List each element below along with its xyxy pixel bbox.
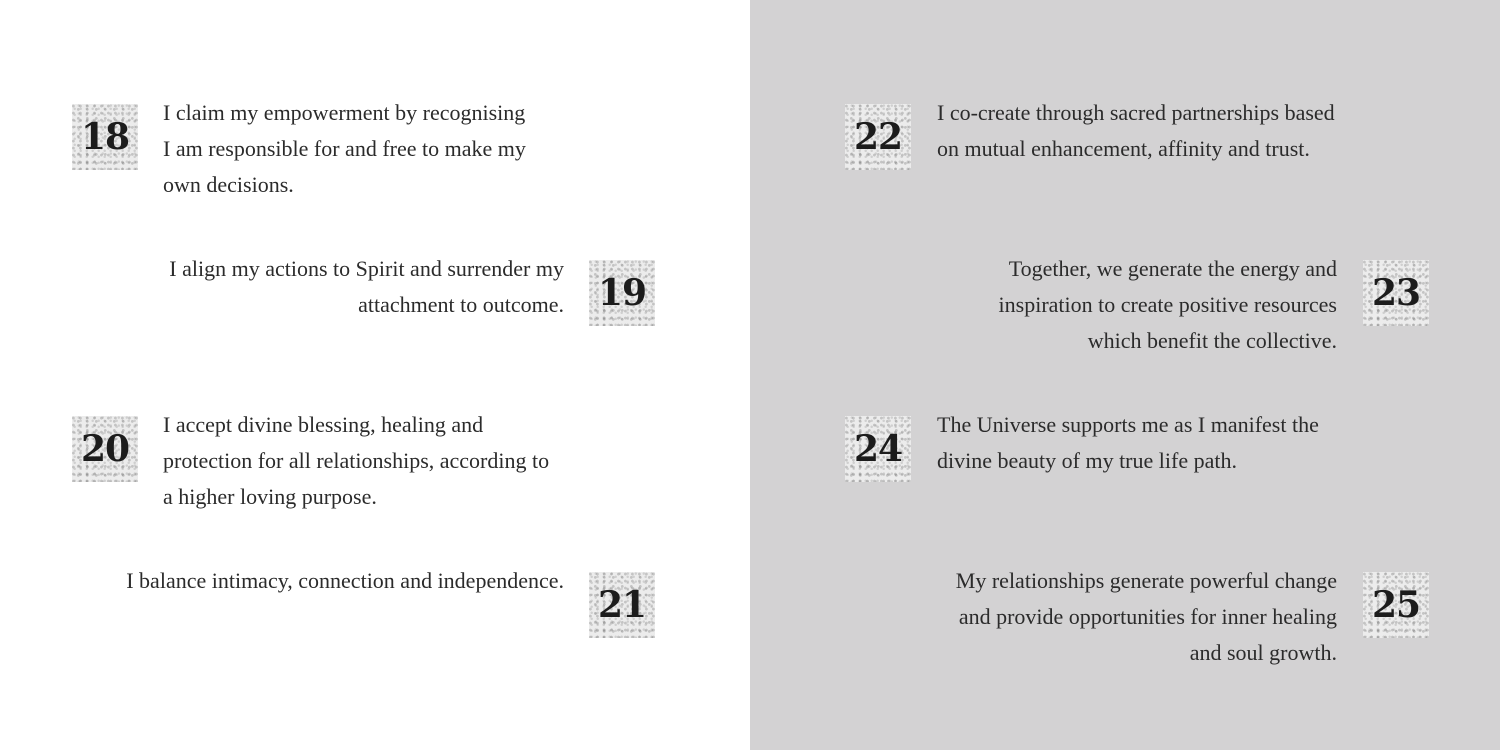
text-line: I align my actions to Spirit and surrender my (169, 256, 564, 281)
text-line: and provide opportunities for inner healing (958, 604, 1337, 629)
text-line: I am responsible for and free to make my (163, 136, 526, 161)
text-line: I accept divine blessing, healing and (163, 412, 484, 437)
affirmation-number-badge: 19 (589, 260, 655, 326)
text-line: which benefit the collective. (1087, 328, 1337, 353)
text-line: inspiration to create positive resources (998, 292, 1337, 317)
affirmation-text (126, 563, 564, 599)
affirmation-number-badge: 25 (1363, 572, 1429, 638)
affirmation-text (169, 251, 564, 323)
text-line: I balance intimacy, connection and independence. (126, 568, 564, 593)
affirmation-number-badge: 24 (845, 416, 911, 482)
text-line: I claim my empowerment by recognising (163, 100, 526, 125)
affirmation-number-badge: 20 (72, 416, 138, 482)
text-line: Together, we generate the energy and (1008, 256, 1337, 281)
text-line: a higher loving purpose. (163, 484, 377, 509)
text-line: My relationships generate powerful change (955, 568, 1337, 593)
text-line: on mutual enhancement, affinity and trust. (937, 136, 1310, 161)
text-line: protection for all relationships, according to (163, 448, 550, 473)
text-line: I co-create through sacred partnerships based (937, 100, 1335, 125)
text-line: and soul growth. (1189, 640, 1337, 665)
text-line: own decisions. (163, 172, 294, 197)
affirmation-text (956, 563, 1337, 671)
text-line: divine beauty of my true life path. (937, 448, 1237, 473)
affirmation-text (937, 407, 1319, 479)
affirmation-text (163, 95, 526, 203)
text-line: attachment to outcome. (358, 292, 564, 317)
affirmation-number-badge: 18 (72, 104, 138, 170)
affirmation-text (999, 251, 1337, 359)
right-page (750, 0, 1500, 750)
affirmation-text (937, 95, 1335, 167)
affirmation-number-badge: 22 (845, 104, 911, 170)
affirmation-text (163, 407, 549, 515)
text-line: The Universe supports me as I manifest the (937, 412, 1319, 437)
affirmation-number-badge: 21 (589, 572, 655, 638)
affirmation-number-badge: 23 (1363, 260, 1429, 326)
